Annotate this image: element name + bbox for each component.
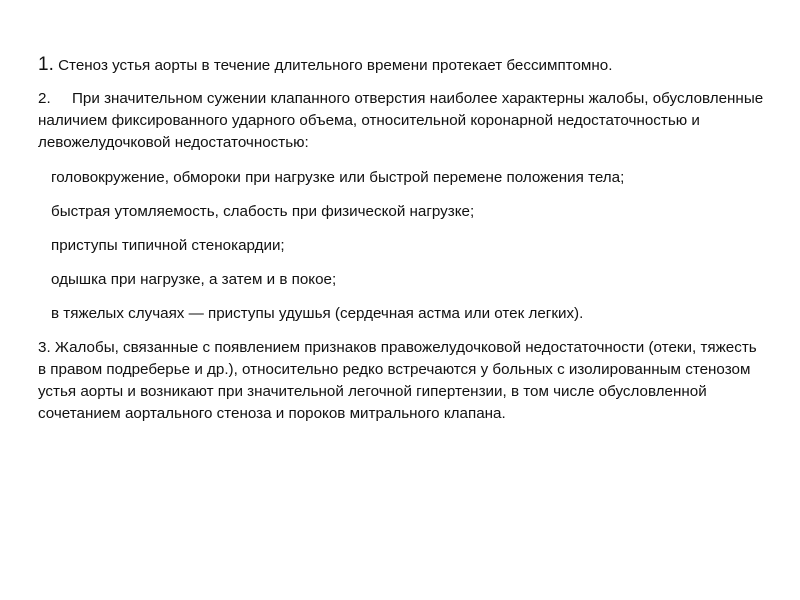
paragraph-1 (38, 54, 768, 77)
bullet-item-dyspnea (38, 269, 768, 291)
bullet-text: в тяжелых случаях — приступы удушья (сердечная астма или отек легких). (51, 305, 584, 322)
bullet-item-dizziness (38, 167, 768, 189)
paragraph-2 (38, 88, 768, 154)
paragraph-3: 3. Жалобы, связанные с появлением признаков правожелудочковой недостаточности (отеки, тяжесть в правом подреберье и др.), относительно редко встречаются у больных с изолированным стенозом устья аорты и возникают при значительной легочной гипертензии, в том числе обусловленной сочетанием аортального стеноза и пороков митрального клапана. (38, 339, 757, 422)
bullet-text: приступы типичной стенокардии; (51, 237, 285, 254)
paragraph-2-text: При значительном сужении клапанного отверстия наиболее характерны жалобы, обусловленные наличием фиксированного ударного объема, относительной коронарной недостаточностью и левожелудочковой недостаточностью: (38, 90, 764, 151)
bullet-text: головокружение, обмороки при нагрузке или быстрой перемене положения тела; (51, 169, 625, 186)
bullet-item-asthma (38, 303, 768, 325)
paragraph-1-text: Стеноз устья аорты в течение длительного времени протекает бессимптомно. (53, 57, 613, 74)
bullet-item-angina (38, 235, 768, 257)
paragraph-1-number: 1. (38, 54, 54, 75)
bullet-item-fatigue (38, 201, 768, 223)
bullet-text: быстрая утомляемость, слабость при физической нагрузке; (51, 203, 475, 220)
paragraph-2-number: 2. (38, 90, 51, 107)
slide-content (38, 54, 768, 425)
bullet-text: одышка при нагрузке, а затем и в покое; (51, 271, 337, 288)
